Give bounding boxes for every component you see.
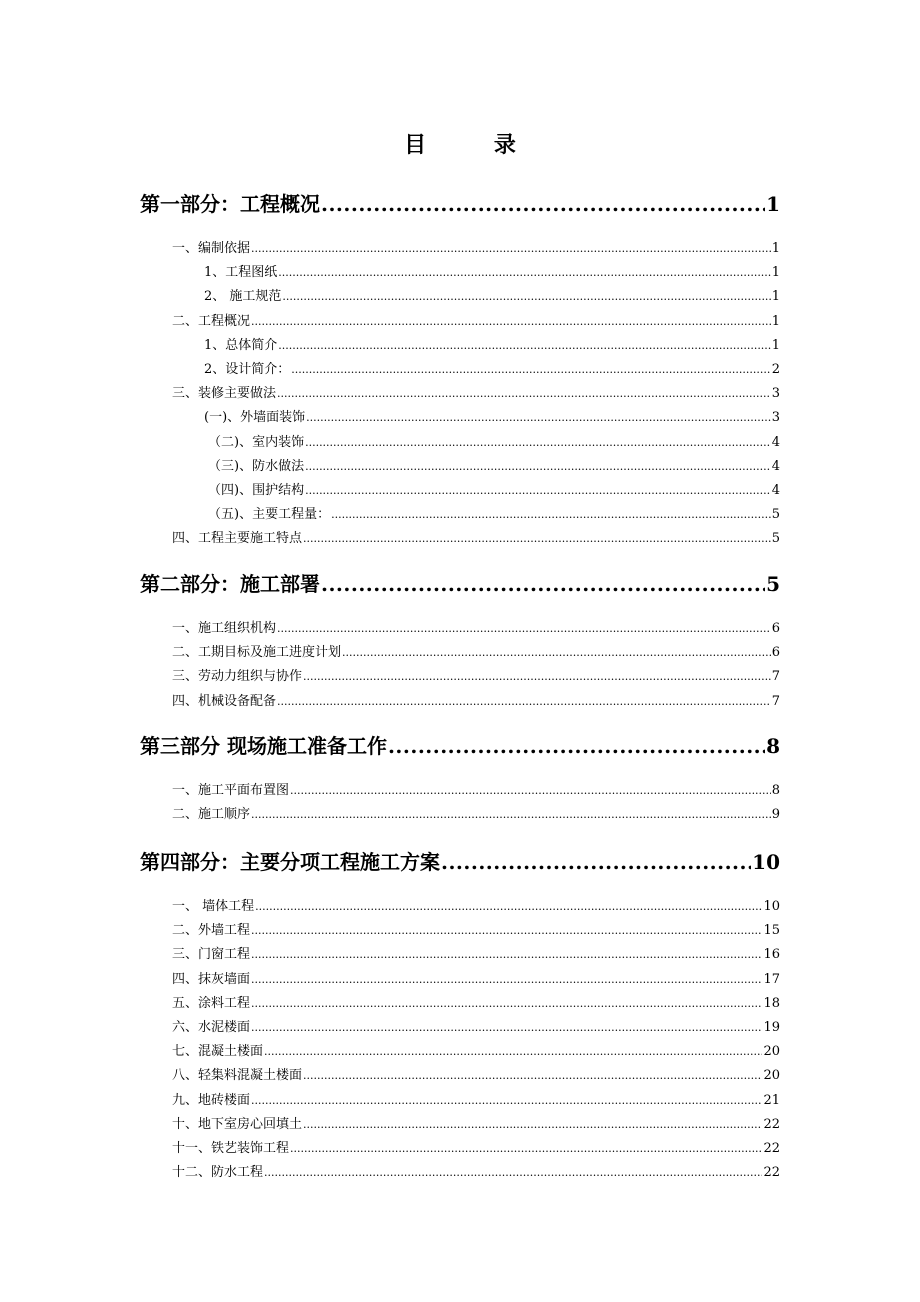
page-number: 18 xyxy=(763,996,780,1011)
dot-leader xyxy=(251,922,762,940)
toc-entry[interactable] xyxy=(172,806,780,824)
toc-entry-label: 一、编制依据 xyxy=(172,241,251,256)
page-number: 1 xyxy=(766,192,780,216)
toc-entry-label: 六、水泥楼面 xyxy=(172,1020,251,1035)
toc-entry-label: 三、装修主要做法 xyxy=(172,386,277,401)
toc-entry[interactable] xyxy=(172,995,780,1013)
page-number: 2 xyxy=(771,362,780,377)
page-number: 4 xyxy=(771,435,780,450)
toc-entry-label: 1、工程图纸 xyxy=(204,265,278,280)
toc-entry-label: 2、 施工规范 xyxy=(204,289,282,304)
toc-entry[interactable] xyxy=(204,264,780,282)
page-number: 8 xyxy=(766,734,780,758)
toc-part-heading[interactable] xyxy=(140,733,780,759)
dot-leader xyxy=(255,898,762,916)
page-number: 4 xyxy=(771,459,780,474)
toc-entry-label: 八、轻集料混凝土楼面 xyxy=(172,1068,303,1083)
toc-entry[interactable] xyxy=(172,898,780,916)
page-number: 9 xyxy=(771,807,780,822)
toc-entry-label: 一、施工组织机构 xyxy=(172,621,277,636)
toc-entry-label: （四)、围护结构 xyxy=(208,483,305,498)
dot-leader xyxy=(290,1140,762,1158)
dot-leader xyxy=(331,506,771,524)
toc-entry[interactable] xyxy=(204,409,780,427)
page-number: 22 xyxy=(763,1117,780,1132)
toc-entry[interactable] xyxy=(172,240,780,258)
dot-leader xyxy=(251,313,771,331)
toc-entry[interactable] xyxy=(172,782,780,800)
page-number: 3 xyxy=(771,386,780,401)
page-number: 4 xyxy=(771,483,780,498)
page-number: 1 xyxy=(771,338,780,353)
toc-entry[interactable] xyxy=(208,458,780,476)
toc-entry[interactable] xyxy=(204,337,780,355)
toc-entry-label: 一、 墙体工程 xyxy=(172,899,255,914)
dot-leader xyxy=(342,644,771,662)
dot-leader xyxy=(277,693,771,711)
toc-entry-label: 三、劳动力组织与协作 xyxy=(172,669,303,684)
dot-leader xyxy=(303,530,771,548)
dot-leader xyxy=(277,385,771,403)
page-number: 22 xyxy=(763,1165,780,1180)
dot-leader xyxy=(321,191,765,217)
page-number: 1 xyxy=(771,241,780,256)
toc-entry[interactable] xyxy=(208,482,780,500)
toc-entry-label: 三、门窗工程 xyxy=(172,947,251,962)
page-number: 20 xyxy=(763,1068,780,1083)
toc-entry[interactable] xyxy=(172,313,780,331)
dot-leader xyxy=(251,971,762,989)
dot-leader xyxy=(251,995,762,1013)
toc-entry[interactable] xyxy=(172,644,780,662)
dot-leader xyxy=(441,849,751,875)
toc-entry-label: 四、抹灰墙面 xyxy=(172,972,251,987)
toc-entry[interactable] xyxy=(172,1043,780,1061)
page-number: 20 xyxy=(763,1044,780,1059)
dot-leader xyxy=(251,946,762,964)
toc-entry-label: 二、工期目标及施工进度计划 xyxy=(172,645,342,660)
toc-part-heading-label: 第四部分：主要分项工程施工方案 xyxy=(140,850,440,874)
toc-entry[interactable] xyxy=(208,434,780,452)
toc-entry[interactable] xyxy=(204,288,780,306)
page-number: 21 xyxy=(763,1093,780,1108)
dot-leader xyxy=(264,1164,762,1182)
toc-part-heading[interactable] xyxy=(140,191,780,217)
toc-entry[interactable] xyxy=(172,1092,780,1110)
page-number: 6 xyxy=(771,645,780,660)
page-number: 8 xyxy=(771,783,780,798)
toc-entry[interactable] xyxy=(172,1164,780,1182)
toc-entry-label: 二、施工顺序 xyxy=(172,807,251,822)
toc-entry-label: 九、地砖楼面 xyxy=(172,1093,251,1108)
dot-leader xyxy=(277,620,771,638)
page-number: 5 xyxy=(766,572,780,596)
dot-leader xyxy=(278,264,770,282)
dot-leader xyxy=(290,782,771,800)
toc-part-heading-label: 第一部分：工程概况 xyxy=(140,192,320,216)
toc-entry[interactable] xyxy=(172,530,780,548)
toc-entry-label: 十一、铁艺装饰工程 xyxy=(172,1141,290,1156)
toc-title: 目 录 xyxy=(404,132,546,158)
dot-leader xyxy=(305,458,771,476)
dot-leader xyxy=(306,409,771,427)
page-number: 10 xyxy=(752,850,780,874)
toc-entry-label: 四、机械设备配备 xyxy=(172,694,277,709)
toc-entry[interactable] xyxy=(172,971,780,989)
toc-entry[interactable] xyxy=(172,946,780,964)
toc-entry[interactable] xyxy=(204,361,780,379)
dot-leader xyxy=(251,806,771,824)
toc-entry[interactable] xyxy=(172,1019,780,1037)
dot-leader xyxy=(251,1019,762,1037)
toc-part-heading[interactable] xyxy=(140,571,780,597)
dot-leader xyxy=(282,288,770,306)
dot-leader xyxy=(388,733,765,759)
page-number: 15 xyxy=(763,923,780,938)
page-number: 7 xyxy=(771,694,780,709)
page-number: 3 xyxy=(771,410,780,425)
toc-entry[interactable] xyxy=(172,620,780,638)
dot-leader xyxy=(251,1092,762,1110)
dot-leader xyxy=(291,361,770,379)
toc-entry-label: （三)、防水做法 xyxy=(208,459,305,474)
page-number: 1 xyxy=(771,265,780,280)
page-number: 17 xyxy=(763,972,780,987)
toc-entry[interactable] xyxy=(172,1116,780,1134)
toc-entry[interactable] xyxy=(172,385,780,403)
page-number: 16 xyxy=(763,947,780,962)
page-number: 5 xyxy=(771,531,780,546)
dot-leader xyxy=(305,482,771,500)
page-number: 6 xyxy=(771,621,780,636)
toc-entry-label: 二、工程概况 xyxy=(172,314,251,329)
toc-entry-label: 七、混凝土楼面 xyxy=(172,1044,264,1059)
dot-leader xyxy=(251,240,771,258)
page-number: 1 xyxy=(771,314,780,329)
page-number: 10 xyxy=(763,899,780,914)
toc-entry-label: 十、地下室房心回填土 xyxy=(172,1117,303,1132)
dot-leader xyxy=(303,1067,762,1085)
toc-entry-label: (一)、外墙面装饰 xyxy=(204,410,306,425)
toc-entry-label: 五、涂料工程 xyxy=(172,996,251,1011)
page-number: 22 xyxy=(763,1141,780,1156)
dot-leader xyxy=(321,571,765,597)
page-number: 5 xyxy=(771,507,780,522)
toc-entry[interactable] xyxy=(172,693,780,711)
dot-leader xyxy=(303,1116,762,1134)
toc-part-heading[interactable] xyxy=(140,849,780,875)
toc-entry-label: 四、工程主要施工特点 xyxy=(172,531,303,546)
toc-entry[interactable] xyxy=(172,668,780,686)
dot-leader xyxy=(264,1043,762,1061)
toc-entry[interactable] xyxy=(172,1067,780,1085)
toc-entry[interactable] xyxy=(208,506,780,524)
toc-entry-label: 2、设计简介： xyxy=(204,362,291,377)
toc-entry[interactable] xyxy=(172,922,780,940)
toc-entry[interactable] xyxy=(172,1140,780,1158)
toc-part-heading-label: 第二部分：施工部署 xyxy=(140,572,320,596)
toc-entry-label: 二、外墙工程 xyxy=(172,923,251,938)
page-number: 19 xyxy=(763,1020,780,1035)
toc-entry-label: （二)、室内装饰 xyxy=(208,435,305,450)
toc-part-heading-label: 第三部分 现场施工准备工作 xyxy=(140,734,387,758)
page-number: 7 xyxy=(771,669,780,684)
dot-leader xyxy=(305,434,771,452)
dot-leader xyxy=(278,337,770,355)
dot-leader xyxy=(303,668,771,686)
toc-entry-label: 1、总体简介 xyxy=(204,338,278,353)
toc-entry-label: 一、施工平面布置图 xyxy=(172,783,290,798)
toc-entry-label: 十二、防水工程 xyxy=(172,1165,264,1180)
page-number: 1 xyxy=(771,289,780,304)
toc-entry-label: （五)、主要工程量： xyxy=(208,507,331,522)
